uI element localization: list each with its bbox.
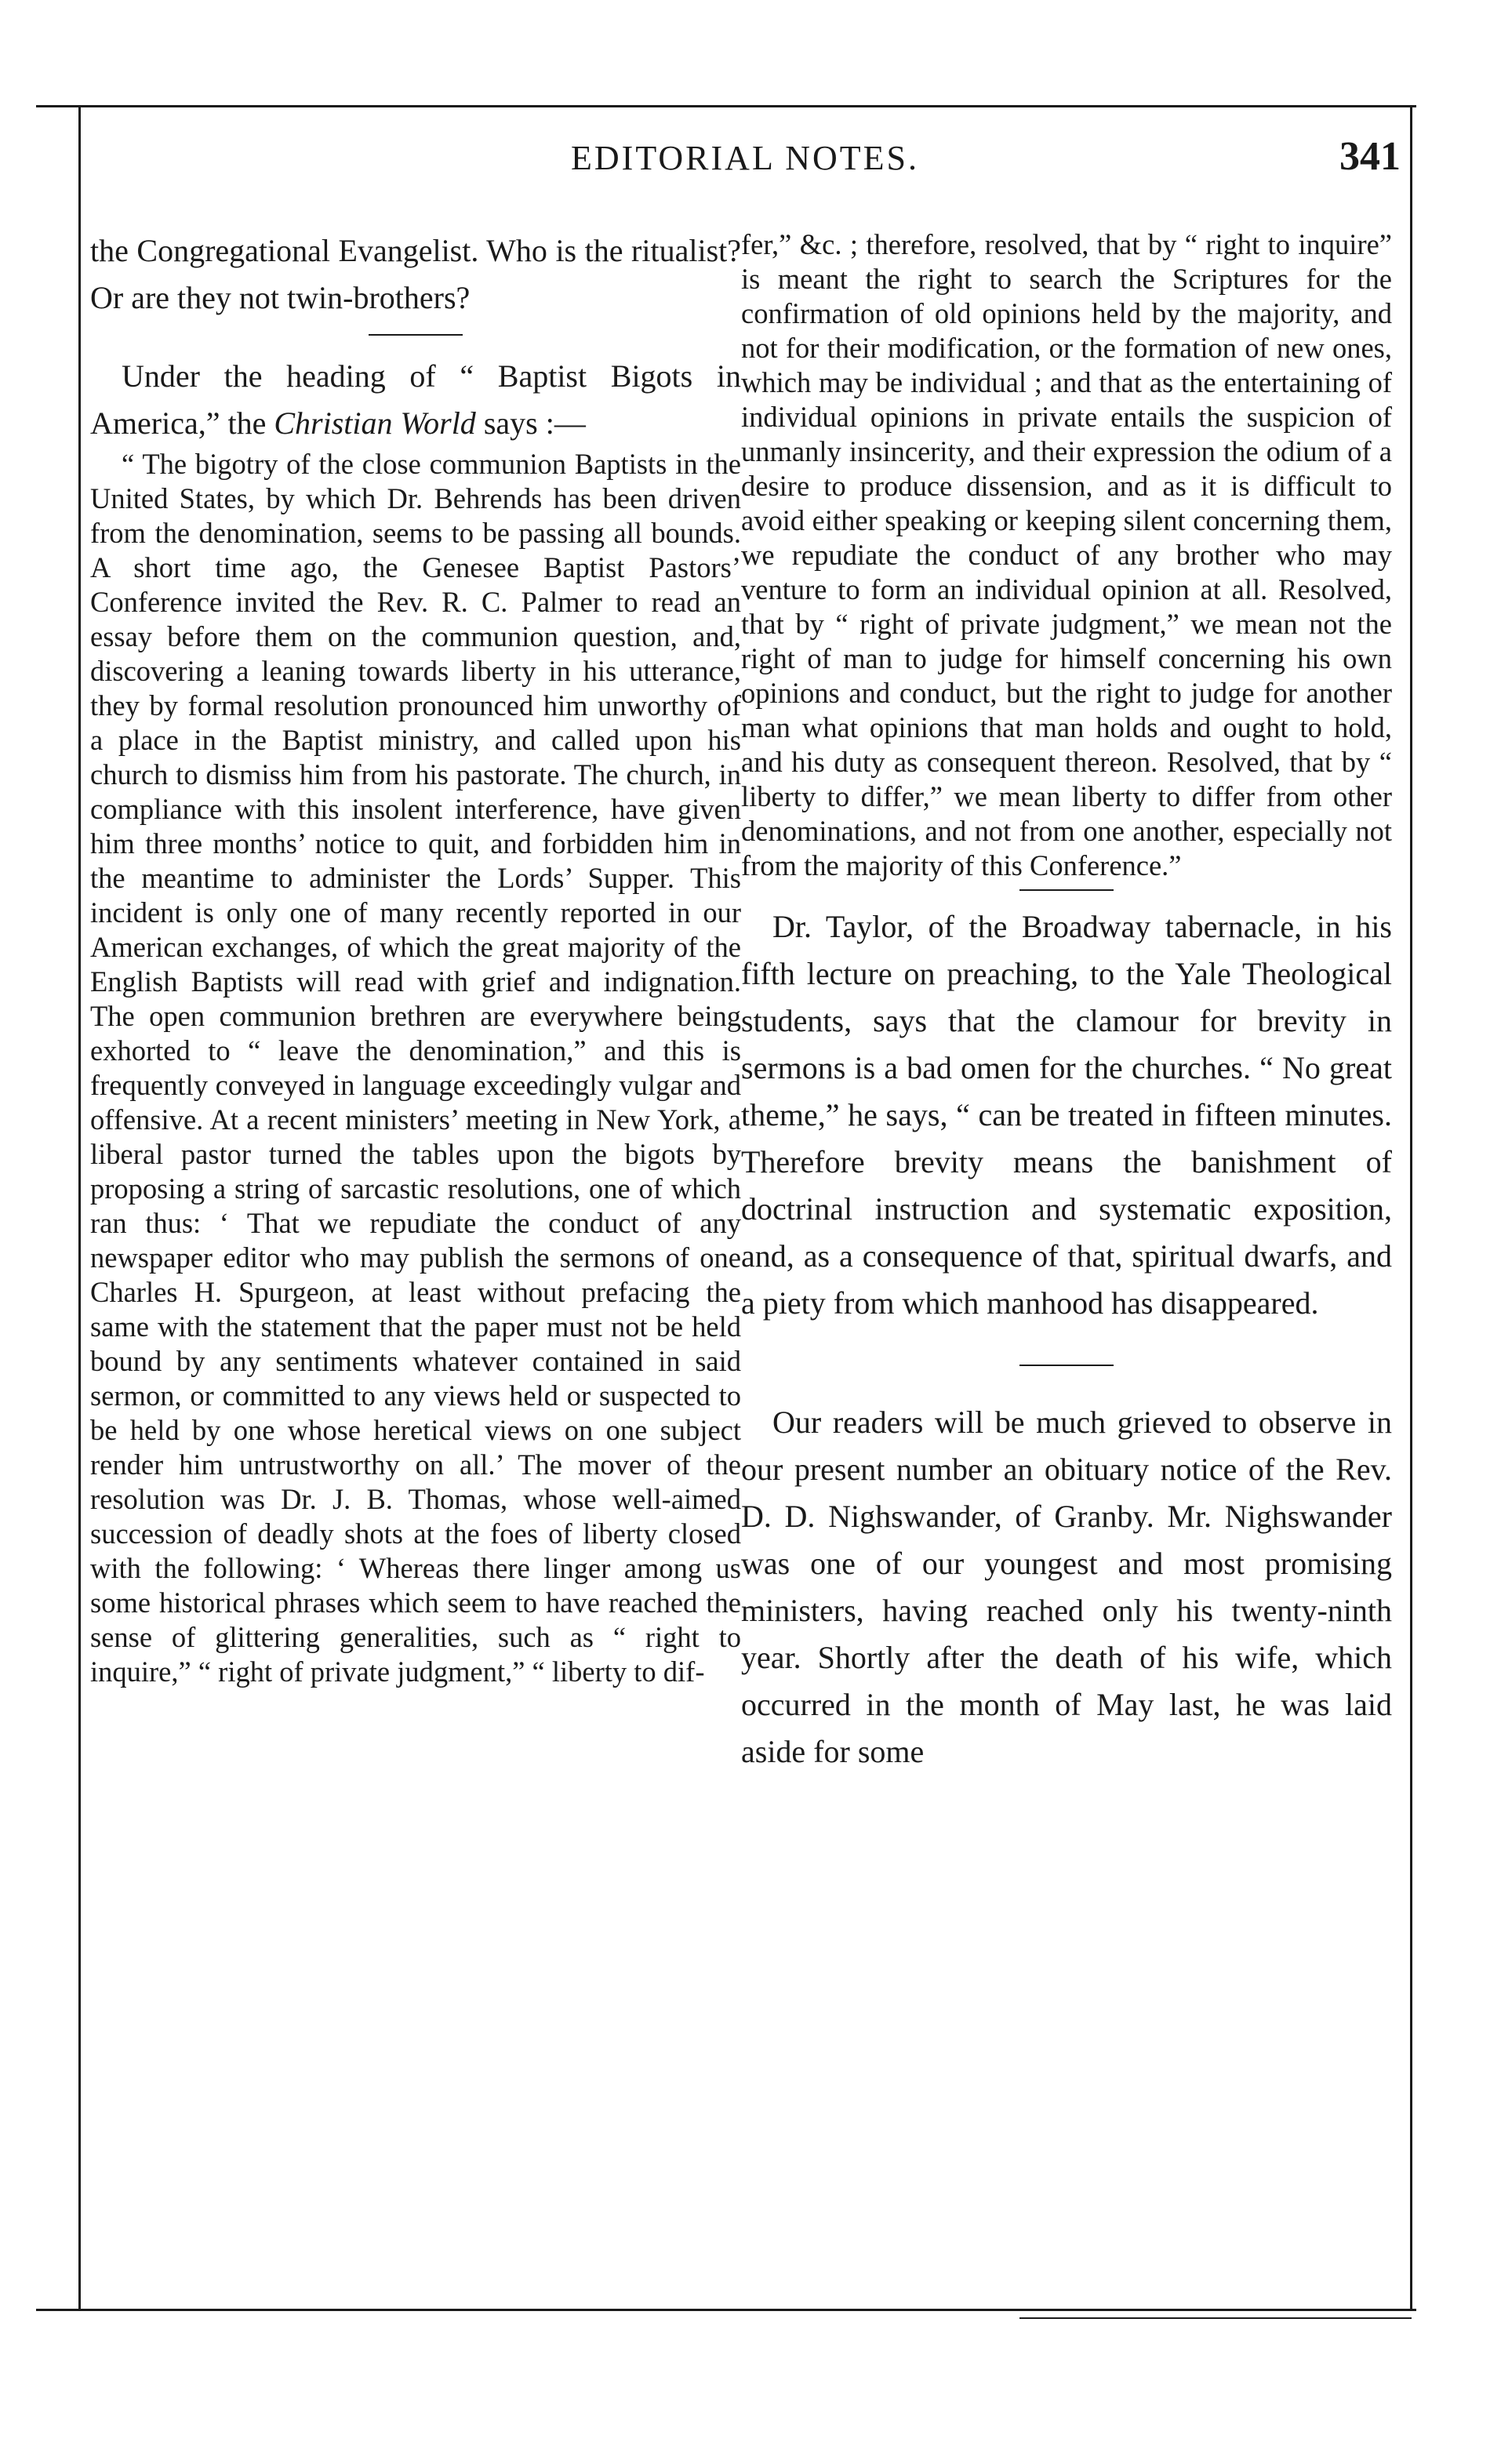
left-border-rule [78,105,81,2309]
page-number: 341 [1339,134,1401,179]
right-paragraph-taylor: Dr. Taylor, of the Broadway tabernacle, in his fifth lecture on preaching, to the Yale Theological students, says that the clamour for brevity in sermons is a bad omen for the churches. “ No great theme,” he says, “ can be treated in fifteen minutes. Therefore brevity means the banishment of doctrinal instruction and systematic exposition, and, as a consequence of that, spiritual dwarfs, and a piety from which manhood has disappeared. [741,909,1392,1321]
section-separator [369,334,463,336]
right-quotation-continued: fer,” &c. ; therefore, resolved, that by “ right to inquire” is meant the right to search the Scriptures for the confirmation of old opinions held by the majority, and not for their modification, or the formation of new ones, which may be individual ; and that as the entertaining of individual opinions in private entails the suspicion of unmanly insincerity, and their expression the odium of a desire to produce dissension, and as it is difficult to avoid either speaking or keeping silent concerning them, we repudiate the conduct of any brother who may venture to form an individual opinion at all. Resolved, that by “ right of private judgment,” we mean not the right of man to judge for himself concerning his own opinions and conduct, but the right to judge for another man what opinions that man holds and ought to hold, and his duty as consequent thereon. Resolved, that by “ liberty to differ,” we mean liberty to differ from other denominations, and not from one another, especially not from the majority of this Conference.” [741,228,1392,881]
section-separator [1019,889,1114,891]
bottom-rule [36,2309,1416,2311]
page-header [86,133,1404,196]
section-separator [1019,1365,1114,1366]
paragraph-2-text-before: Under the heading of “ Baptist Bigots in America,” the [90,358,741,441]
bottom-short-rule [1019,2317,1412,2319]
right-column [741,227,1392,1775]
publication-title: Christian World [274,405,476,441]
running-head: EDITORIAL NOTES. [571,139,919,177]
top-rule [36,105,1416,107]
left-paragraph-2 [90,353,741,447]
right-border-rule [1410,105,1412,2309]
left-paragraph-1: the Congregational Evangelist. Who is the ritualist? Or are they not twin-brothers? [90,233,741,315]
right-paragraph-obituary: Our readers will be much grieved to observe in our present number an obituary notice of the Rev. D. D. Nighswander, of Granby. Mr. Nighswander was one of our youngest and most promising ministers, having reached only his twenty-ninth year. Shortly after the death of his wife, which occurred in the month of May last, he was laid aside for some [741,1405,1392,1769]
left-quotation: “ The bigotry of the close communion Baptists in the United States, by which Dr. Behrends has been driven from the denomination, seems to be passing all bounds. A short time ago, the Genesee Baptist Pastors’ Conference invited the Rev. R. C. Palmer to read an essay before them on the communion question, and, discovering a leaning towards liberty in his utterance, they by formal resolution pronounced him unworthy of a place in the Baptist ministry, and called upon his church to dismiss him from his pastorate. The church, in compliance with this insolent interference, have given him three months’ notice to quit, and forbidden him in the meantime to administer the Lords’ Supper. This incident is only one of many recently reported in our American exchanges, of which the great majority of the English Baptists will read with grief and indignation. The open communion brethren are everywhere being exhorted to “ leave the denomination,” and this is frequently conveyed in language exceedingly vulgar and offensive. At a recent ministers’ meeting in New York, a liberal pastor turned the tables upon the bigots by proposing a string of sarcastic resolutions, one of which ran thus: ‘ That we repudiate the conduct of any newspaper editor who may publish the sermons of one Charles H. Spurgeon, at least without prefacing the same with the statement that the paper must not be held bound by any sentiments whatever contained in said sermon, or committed to any views held or suspected to be held by one whose heretical views on one subject render him untrustworthy on all.’ The mover of the resolution was Dr. J. B. Thomas, whose well-aimed succession of deadly shots at the foes of liberty closed with the following: ‘ Whereas there linger among us some historical phrases which seem to have reached the sense of glittering generalities, such as “ right to inquire,” “ right of private judgment,” “ liberty to dif- [90,448,741,1688]
left-column [90,227,741,1689]
paragraph-2-text-after: says :— [475,405,586,441]
